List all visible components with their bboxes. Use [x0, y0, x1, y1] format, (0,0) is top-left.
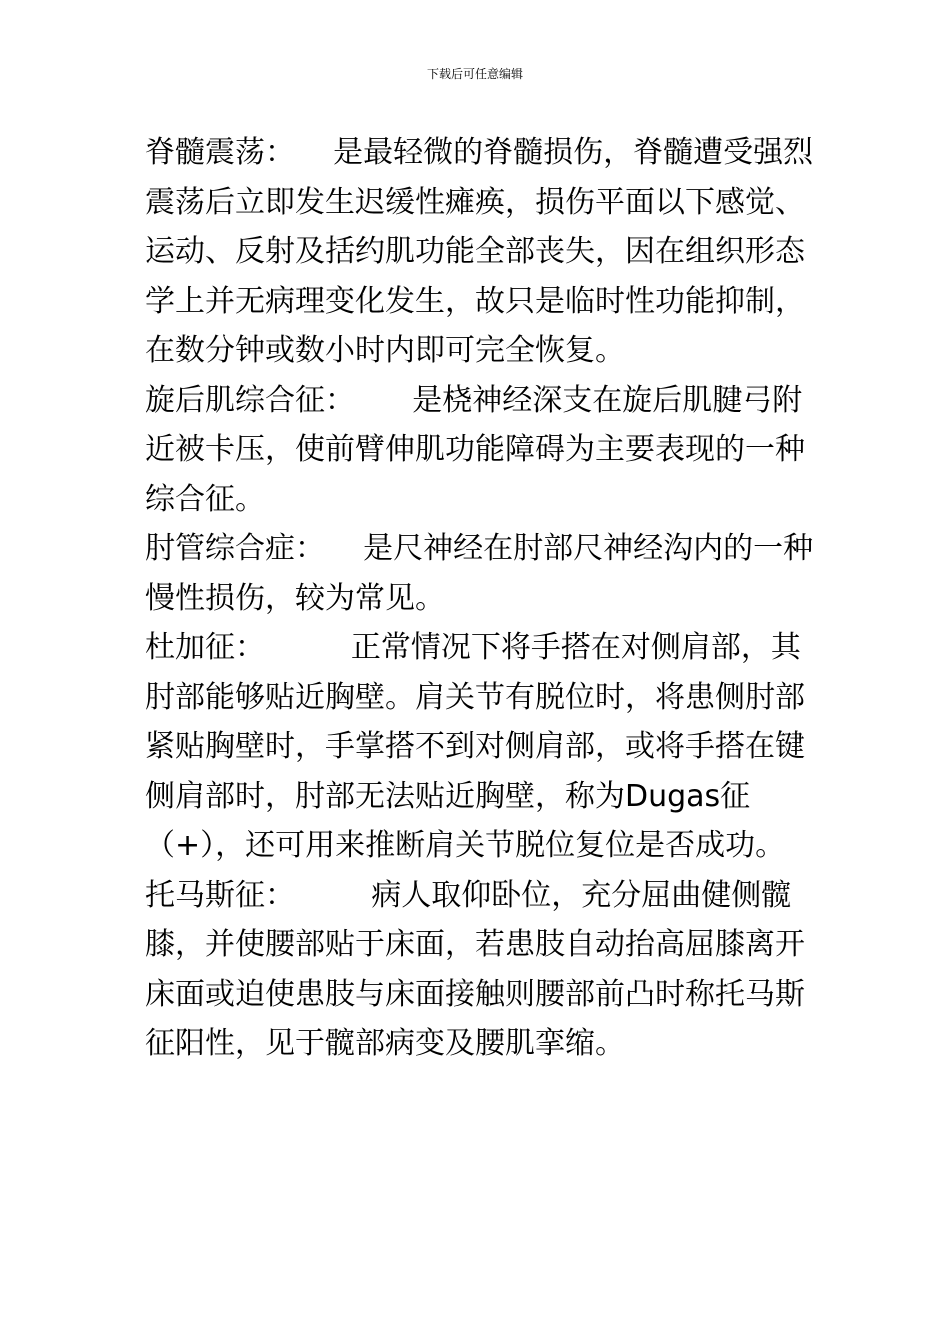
term-gap — [265, 630, 351, 665]
entry-spinal-concussion — [145, 128, 815, 376]
entry-thomas-sign — [145, 871, 815, 1069]
entry-cubital-tunnel-syndrome — [145, 524, 815, 623]
page-header: 下载后可任意编辑 — [426, 67, 523, 81]
term-definition: 是桡神经深支在旋后肌腱弓附近被卡压，使前臂伸肌功能障碍为主要表现的一种综合征。 — [145, 382, 805, 517]
entry-supinator-syndrome — [145, 376, 815, 525]
term-definition: 正常情况下将手搭在对侧肩部，其肘部能够贴近胸壁。肩关节有脱位时，将患侧肘部紧贴胸壁时，手掌搭不到对侧肩部，或将手搭在键侧肩部时，肘部无法贴近胸壁，称为Dugas征（+），还可用来推断肩关节脱位复位是否成功。 — [145, 630, 805, 863]
term-label: 托马斯征： — [145, 877, 295, 913]
term-gap — [295, 878, 371, 913]
term-definition: 病人取仰卧位，充分屈曲健侧髋膝，并使腰部贴于床面，若患肢自动抬高屈膝离开床面或迫使患肢与床面接触则腰部前凸时称托马斯征阳性，见于髋部病变及腰肌挛缩。 — [145, 877, 805, 1061]
entry-dugas-sign — [145, 623, 815, 871]
term-gap — [295, 135, 333, 170]
term-gap — [325, 531, 363, 566]
term-definition: 是最轻微的脊髓损伤，脊髓遭受强烈震荡后立即发生迟缓性瘫痪，损伤平面以下感觉、运动、反射及括约肌功能全部丧失，因在组织形态学上并无病理变化发生，故只是临时性功能抑制，在数分钟或数小时内即可完全恢复。 — [145, 135, 814, 368]
term-gap — [355, 383, 412, 418]
term-label: 脊髓震荡： — [145, 135, 295, 170]
document-body — [145, 128, 815, 1069]
term-label: 杜加征： — [145, 630, 265, 665]
term-label: 旋后肌综合征： — [145, 382, 355, 418]
term-label: 肘管综合症： — [145, 531, 325, 566]
term-definition: 是尺神经在肘部尺神经沟内的一种慢性损伤，较为常见。 — [145, 531, 814, 616]
